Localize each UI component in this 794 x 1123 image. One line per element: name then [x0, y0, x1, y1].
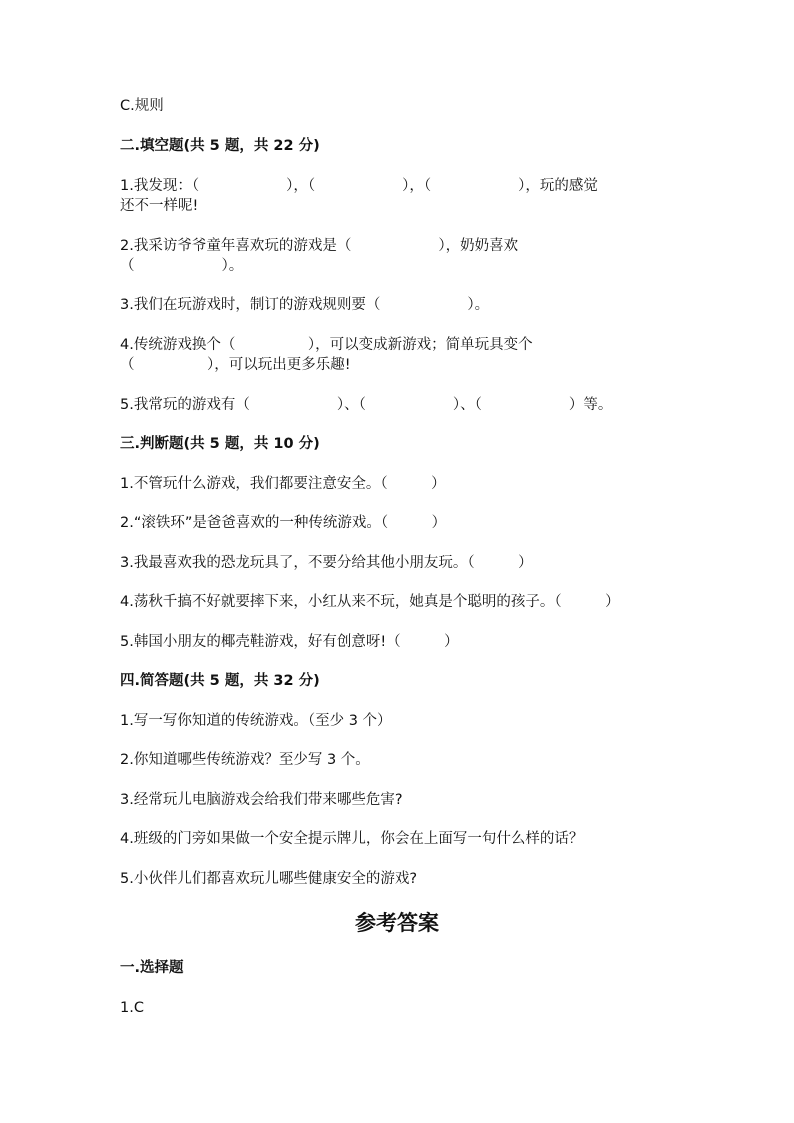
short-answer-q1: 1.写一写你知道的传统游戏。（至少 3 个） — [120, 713, 392, 729]
short-answer-q3: 3.经常玩儿电脑游戏会给我们带来哪些危害? — [120, 792, 403, 808]
true-false-q2: 2.“滚铁环”是爸爸喜欢的一种传统游戏。（ ） — [120, 515, 447, 531]
short-answer-q5: 5.小伙伴儿们都喜欢玩儿哪些健康安全的游戏? — [120, 871, 418, 887]
fill-blank-q4-line2: （ ），可以玩出更多乐趣! — [120, 357, 351, 373]
true-false-q3: 3.我最喜欢我的恐龙玩具了，不要分给其他小朋友玩。（ ） — [120, 555, 533, 571]
answer-item-1: 1.C — [120, 1000, 144, 1016]
fill-blank-q2-line2: （ ）。 — [120, 258, 244, 274]
fill-blank-q1-line2: 还不一样呢! — [120, 198, 199, 214]
fill-blank-q2-line1: 2.我采访爷爷童年喜欢玩的游戏是（ ），奶奶喜欢 — [120, 238, 519, 254]
section-short-answer-heading: 四.简答题(共 5 题，共 32 分) — [120, 673, 320, 689]
section-fill-blank-heading: 二.填空题(共 5 题，共 22 分) — [120, 138, 320, 154]
true-false-q5: 5.韩国小朋友的椰壳鞋游戏，好有创意呀!（ ） — [120, 634, 459, 650]
true-false-q1: 1.不管玩什么游戏，我们都要注意安全。（ ） — [120, 476, 446, 492]
true-false-q4: 4.荡秋千搞不好就要摔下来，小红从来不玩，她真是个聪明的孩子。（ ） — [120, 594, 620, 610]
fill-blank-q3: 3.我们在玩游戏时，制订的游戏规则要（ ）。 — [120, 297, 490, 313]
fill-blank-q5: 5.我常玩的游戏有（ ）、（ ）、（ ）等。 — [120, 397, 613, 413]
short-answer-q4: 4.班级的门旁如果做一个安全提示牌儿，你会在上面写一句什么样的话？ — [120, 831, 584, 847]
short-answer-q2: 2.你知道哪些传统游戏？至少写 3 个。 — [120, 752, 370, 768]
fill-blank-q1-line1: 1.我发现：（ ），（ ），（ ），玩的感觉 — [120, 178, 598, 194]
answer-section-choice-heading: 一.选择题 — [120, 960, 184, 976]
fill-blank-q4-line1: 4.传统游戏换个（ ），可以变成新游戏；简单玩具变个 — [120, 337, 533, 353]
option-c: C.规则 — [120, 98, 164, 114]
answer-key-title: 参考答案 — [355, 910, 439, 935]
section-true-false-heading: 三.判断题(共 5 题，共 10 分) — [120, 436, 320, 452]
